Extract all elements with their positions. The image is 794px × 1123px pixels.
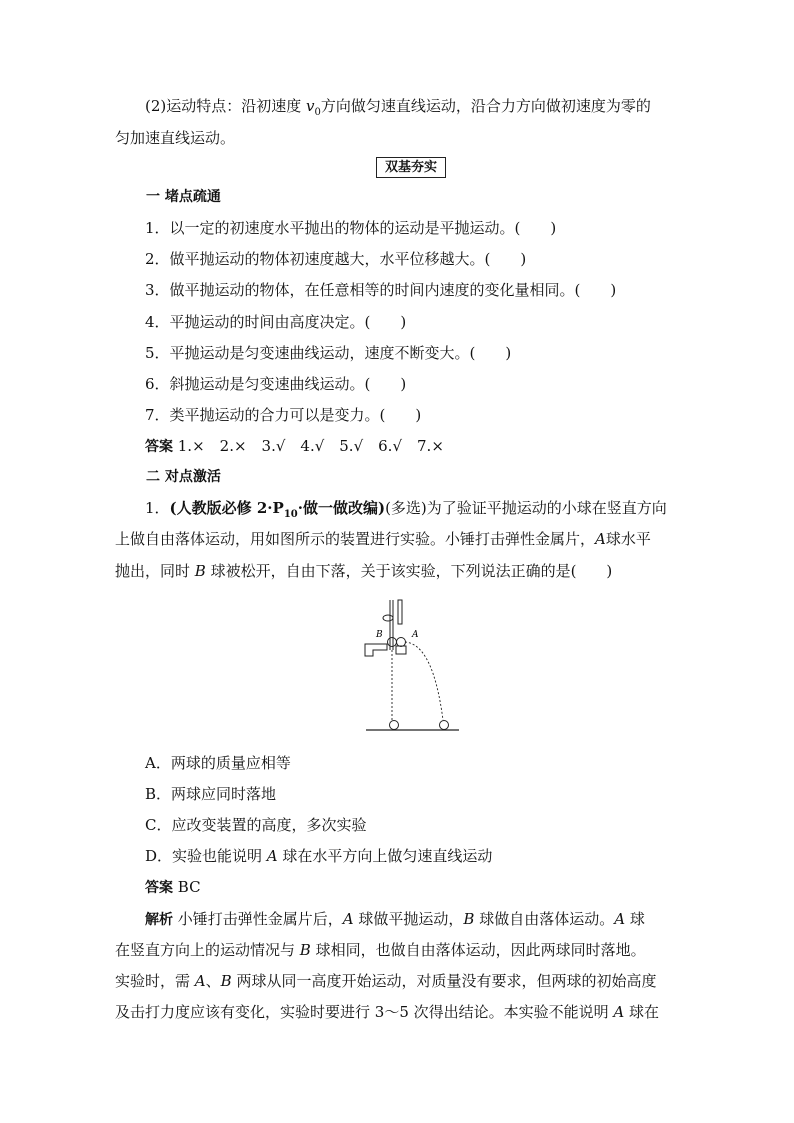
text-span: 球在 — [624, 1003, 660, 1021]
true-false-item: 6．斜抛运动是匀变速曲线运动。( ) — [145, 375, 407, 393]
ball-b-start — [388, 638, 397, 647]
text-span: 小锤打击弹性金属片后， — [173, 910, 343, 928]
text-span: 上做自由落体运动，用如图所示的装置进行实验。小锤打击弹性金属片， — [115, 530, 596, 548]
option-b: B．两球应同时落地 — [145, 785, 277, 803]
true-false-item: 7．类平抛运动的合力可以是变力。( ) — [145, 406, 422, 424]
motion-feature-line-2: 匀加速直线运动。 — [115, 129, 236, 147]
label-a: A — [412, 630, 419, 640]
text-span: 在竖直方向上的运动情况与 — [115, 941, 300, 959]
part2-heading: 二 对点激活 — [146, 469, 221, 485]
text-span: 、 — [205, 972, 221, 990]
text-span: 球被松开，自由下落，关于该实验，下列说法正确的是( ) — [205, 562, 613, 580]
ball-a-landed — [440, 721, 449, 730]
question-line-2 — [115, 529, 651, 549]
projectile-path — [405, 642, 443, 720]
true-false-item: 3．做平抛运动的物体，在任意相等的时间内速度的变化量相同。( ) — [145, 281, 617, 299]
answer-label: 答案 — [145, 880, 173, 896]
text-span: A — [613, 1003, 625, 1021]
text-span: B — [463, 910, 475, 928]
label-b: B — [376, 630, 383, 640]
ball-b-landed — [390, 721, 399, 730]
analysis-line-4 — [115, 1002, 659, 1022]
answer-text: BC — [173, 878, 201, 896]
true-false-item: 4．平抛运动的时间由高度决定。( ) — [145, 313, 407, 331]
true-false-item: 2．做平抛运动的物体初速度越大，水平位移越大。( ) — [145, 250, 527, 268]
text-span: 球做自由落体运动。 — [474, 910, 615, 928]
option-c: C．应改变装置的高度，多次实验 — [145, 816, 367, 834]
text-span: 球相同，也做自由落体运动，因此两球同时落地。 — [310, 941, 646, 959]
text-span: 球 — [625, 910, 645, 928]
option-a: A．两球的质量应相等 — [145, 754, 291, 772]
text-span: 方向做匀速直线运动，沿合力方向做初速度为零的 — [320, 97, 651, 115]
text-span: (多选)为了验证平抛运动的小球在竖直方向 — [385, 499, 667, 517]
text-span: 实验时，需 — [115, 972, 195, 990]
true-false-item: 1．以一定的初速度水平抛出的物体的运动是平抛运动。( ) — [145, 219, 557, 237]
text-span: 及击打力度应该有变化，实验时要进行 3～5 次得出结论。本实验不能说明 — [115, 1003, 614, 1021]
text-span: 球水平 — [605, 530, 651, 548]
apparatus-diagram — [363, 598, 463, 734]
text-span: A — [266, 847, 278, 865]
question-source: (人教版必修 2·P — [169, 499, 284, 517]
hammer-handle — [398, 600, 402, 624]
text-span: A — [342, 910, 354, 928]
analysis-line-3 — [115, 971, 656, 991]
text-span: B — [299, 941, 311, 959]
subscript: 0 — [314, 107, 321, 118]
hammer-head — [383, 615, 393, 621]
text-span: 球在水平方向上做匀速直线运动 — [277, 847, 493, 865]
motion-feature-line — [145, 96, 651, 123]
question-line-1 — [145, 498, 667, 525]
text-span: v — [306, 97, 315, 115]
text-span: B — [220, 972, 232, 990]
text-span: A — [194, 972, 206, 990]
analysis-label: 解析 — [145, 912, 173, 928]
text-span: 两球从同一高度开始运动，对质量没有要求，但两球的初始高度 — [231, 972, 657, 990]
ball-a-start — [397, 638, 406, 647]
part1-answer — [145, 436, 444, 457]
answer-text: 1.× 2.× 3.√ 4.√ 5.√ 6.√ 7.× — [173, 437, 444, 455]
analysis-line-2 — [115, 940, 646, 960]
true-false-item: 5．平抛运动是匀变速曲线运动，速度不断变大。( ) — [145, 344, 512, 362]
part2-answer — [145, 877, 201, 898]
question-source: ·做一做改编) — [297, 499, 386, 517]
question-number: 1． — [145, 499, 170, 517]
text-span: (2)运动特点：沿初速度 — [145, 97, 307, 115]
option-d — [145, 846, 492, 866]
text-span: 球做平抛运动， — [353, 910, 464, 928]
question-line-3 — [115, 561, 612, 581]
text-span: 抛出，同时 — [115, 562, 195, 580]
text-span: D．实验也能说明 — [145, 847, 267, 865]
platform — [365, 644, 387, 656]
text-span: B — [194, 562, 206, 580]
experiment-figure — [363, 598, 463, 738]
analysis-line-1 — [145, 909, 645, 930]
part1-heading: 一 堵点疏通 — [146, 189, 221, 205]
text-span: A — [595, 530, 606, 548]
text-span: A — [614, 910, 626, 928]
subscript: 10 — [283, 509, 298, 520]
answer-label: 答案 — [145, 439, 173, 455]
section-title-box: 双基夯实 — [376, 157, 446, 178]
metal-plate — [396, 646, 406, 654]
